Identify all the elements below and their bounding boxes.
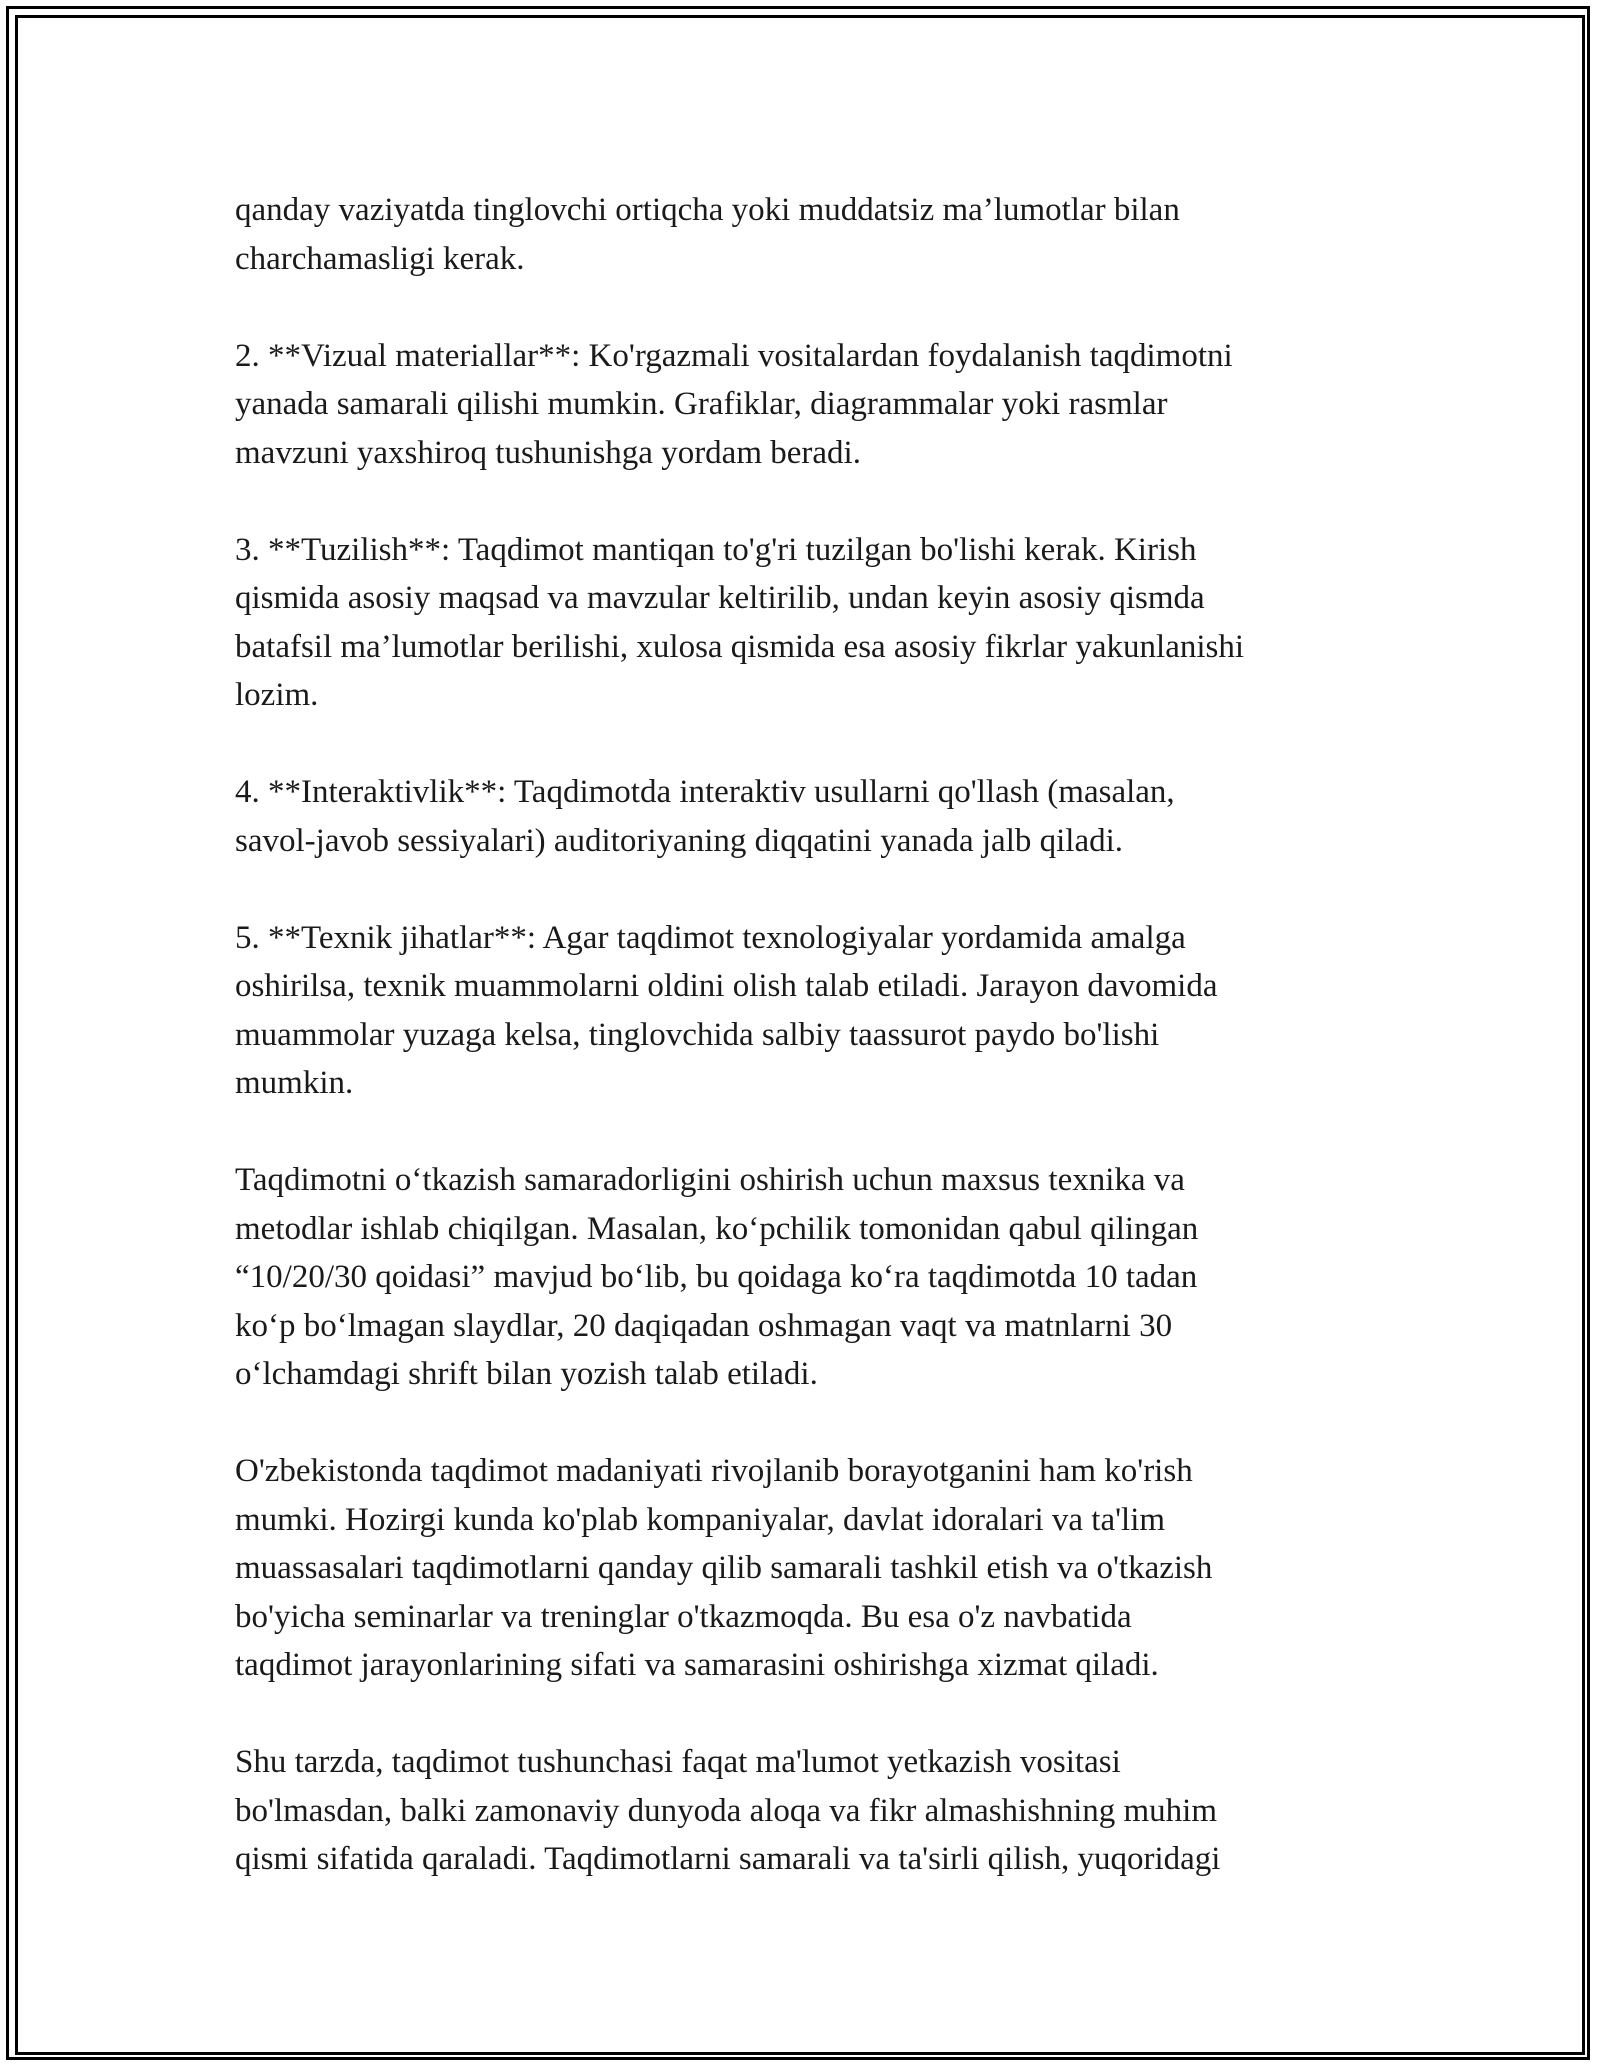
paragraph-uzbekistan-culture: O'zbekistonda taqdimot madaniyati rivojlanib borayotganini ham ko'rish mumki. Hozirgi kunda ko'plab kompaniyalar, davlat idoralari va ta'lim muassasalari taqdimotlarni qanday qilib samarali tashkil etish va o'tkazish bo'yicha seminarlar va treninglar o'tkazmoqda. Bu esa o'z navbatida taqdimot jarayonlarining sifati va samarasini oshirishga xizmat qiladi.: [235, 1453, 1213, 1683]
paragraph-structure: 3. **Tuzilish**: Taqdimot mantiqan to'g'ri tuzilgan bo'lishi kerak. Kirish qismida asosiy maqsad va mavzular keltirilib, undan keyin asosiy qismda batafsil ma’lumotlar berilishi, xulosa qismida esa asosiy fikrlar yakunlanishi lozim.: [235, 531, 1245, 713]
paragraph-visual-materials: 2. **Vizual materiallar**: Ko'rgazmali vositalardan foydalanish taqdimotni yanada samarali qilishi mumkin. Grafiklar, diagrammalar yoki rasmlar mavzuni yaxshiroq tushunishga yordam beradi.: [235, 337, 1233, 471]
paragraph-interactivity: 4. **Interaktivlik**: Taqdimotda interaktiv usullarni qo'llash (masalan, savol-javob sessiyalari) auditoriyaning diqqatini yanada jalb qiladi.: [235, 774, 1175, 859]
paragraph-10-20-30-rule: Taqdimotni o‘tkazish samaradorligini oshirish uchun maxsus texnika va metodlar ishlab chiqilgan. Masalan, ko‘pchilik tomonidan qabul qilingan “10/20/30 qoidasi” mavjud bo‘lib, bu qoidaga ko‘ra taqdimotda 10 tadan ko‘p bo‘lmagan slaydlar, 20 daqiqadan oshmagan vaqt va matnlarni 30 o‘lchamdagi shrift bilan yozish talab etiladi.: [235, 1162, 1199, 1392]
paragraph-intro-continuation: qanday vaziyatda tinglovchi ortiqcha yoki muddatsiz ma’lumotlar bilan charchamasligi kerak.: [235, 192, 1180, 277]
paragraph-conclusion: Shu tarzda, taqdimot tushunchasi faqat ma'lumot yetkazish vositasi bo'lmasdan, balki zamonaviy dunyoda aloqa va fikr almashishning muhim qismi sifatida qaraladi. Taqdimotlarni samarali va ta'sirli qilish, yuqoridagi: [235, 1744, 1221, 1877]
document-body: [235, 186, 1385, 1884]
paragraph-technical-aspects: 5. **Texnik jihatlar**: Agar taqdimot texnologiyalar yordamida amalga oshirilsa, texnik muammolarni oldini olish talab etiladi. Jarayon davomida muammolar yuzaga kelsa, tinglovchida salbiy taassurot paydo bo'lishi mumkin.: [235, 919, 1218, 1101]
